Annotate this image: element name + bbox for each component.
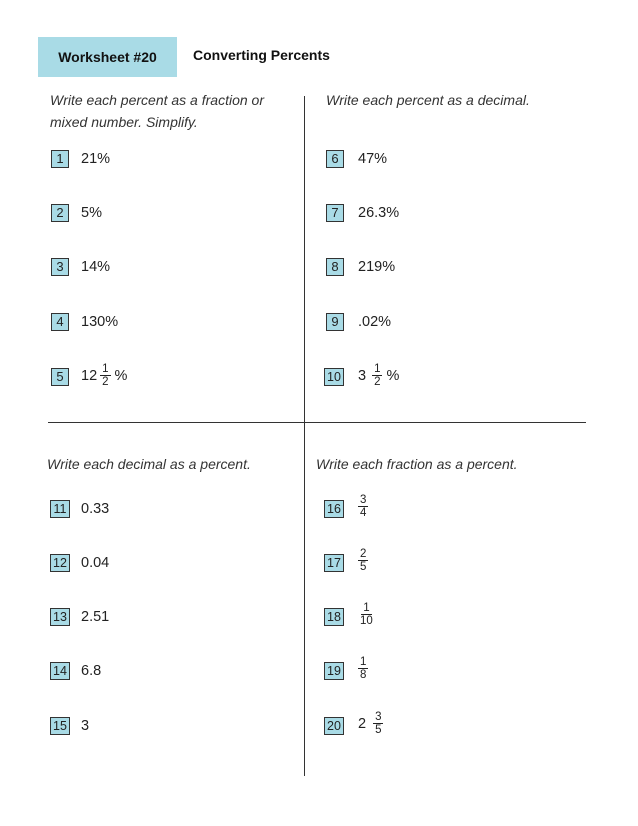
- problem-value: 2.51: [81, 609, 110, 625]
- fraction-denominator: 4: [360, 507, 367, 519]
- problem-value: [358, 602, 375, 627]
- problem-number: 5: [51, 368, 69, 386]
- problem-number: 8: [326, 258, 344, 276]
- percent-sign: %: [114, 367, 128, 384]
- problem-value: 21%: [81, 151, 111, 167]
- problem-value: 219%: [358, 259, 396, 275]
- problem-number: 17: [324, 554, 344, 572]
- fraction: [100, 363, 110, 388]
- mixed-whole: 3: [358, 367, 367, 384]
- fraction-numerator: 1: [360, 656, 367, 668]
- fraction-numerator: 1: [363, 602, 370, 614]
- fraction-denominator: 2: [102, 376, 109, 388]
- fraction-numerator: 1: [102, 363, 109, 375]
- percent-sign: %: [386, 367, 400, 384]
- problem-value: 14%: [81, 259, 111, 275]
- problem-number: 7: [326, 204, 344, 222]
- instruction-line: Write each percent as a decimal.: [326, 92, 530, 108]
- fraction: [358, 494, 368, 519]
- problem-number: 10: [324, 368, 344, 386]
- fraction-numerator: 1: [374, 363, 381, 375]
- problem-value: 6.8: [81, 663, 102, 679]
- problem-value: [358, 711, 383, 736]
- problem-number: 15: [50, 717, 70, 735]
- instruction-section-2: [326, 89, 530, 111]
- worksheet-label: Worksheet #20: [38, 37, 177, 77]
- fraction-denominator: 5: [360, 561, 367, 573]
- mixed-whole: 2: [358, 715, 367, 732]
- instruction-section-3: [47, 453, 251, 475]
- page-title: Converting Percents: [193, 47, 330, 63]
- problem-number: 19: [324, 662, 344, 680]
- instruction-section-1: [50, 89, 264, 133]
- problem-number: 12: [50, 554, 70, 572]
- fraction-numerator: 2: [360, 548, 367, 560]
- problem-value: [81, 363, 127, 388]
- divider-vertical-bottom: [304, 422, 305, 776]
- problem-value: 0.33: [81, 501, 110, 517]
- fraction: [358, 602, 375, 627]
- problem-number: 4: [51, 313, 69, 331]
- problem-number: 6: [326, 150, 344, 168]
- problem-number: 18: [324, 608, 344, 626]
- fraction-denominator: 5: [375, 724, 382, 736]
- problem-number: 1: [51, 150, 69, 168]
- fraction: [358, 656, 368, 681]
- problem-value: 130%: [81, 314, 119, 330]
- problem-value: 47%: [358, 151, 388, 167]
- problem-value: [358, 656, 368, 681]
- problem-value: .02%: [358, 314, 392, 330]
- problem-value: [358, 363, 399, 388]
- problem-value: [358, 494, 368, 519]
- instruction-line: Write each decimal as a percent.: [47, 456, 251, 472]
- fraction: [373, 711, 383, 736]
- instruction-line: mixed number. Simplify.: [50, 114, 198, 130]
- problem-number: 16: [324, 500, 344, 518]
- fraction: [372, 363, 382, 388]
- fraction-denominator: 8: [360, 669, 367, 681]
- instruction-line: Write each fraction as a percent.: [316, 456, 518, 472]
- problem-value: 26.3%: [358, 205, 400, 221]
- fraction: [358, 548, 368, 573]
- problem-number: 20: [324, 717, 344, 735]
- problem-number: 2: [51, 204, 69, 222]
- problem-value: 0.04: [81, 555, 110, 571]
- problem-number: 13: [50, 608, 70, 626]
- problem-number: 14: [50, 662, 70, 680]
- problem-value: [358, 548, 368, 573]
- problem-value: 5%: [81, 205, 102, 221]
- problem-number: 3: [51, 258, 69, 276]
- fraction-numerator: 3: [360, 494, 367, 506]
- problem-value: 3: [81, 718, 90, 734]
- fraction-numerator: 3: [375, 711, 382, 723]
- divider-horizontal: [48, 422, 586, 423]
- problem-number: 9: [326, 313, 344, 331]
- divider-vertical-top: [304, 96, 305, 422]
- mixed-whole: 12: [81, 367, 98, 384]
- fraction-denominator: 10: [360, 615, 373, 627]
- instruction-line: Write each percent as a fraction or: [50, 92, 264, 108]
- problem-number: 11: [50, 500, 70, 518]
- fraction-denominator: 2: [374, 376, 381, 388]
- instruction-section-4: [316, 453, 518, 475]
